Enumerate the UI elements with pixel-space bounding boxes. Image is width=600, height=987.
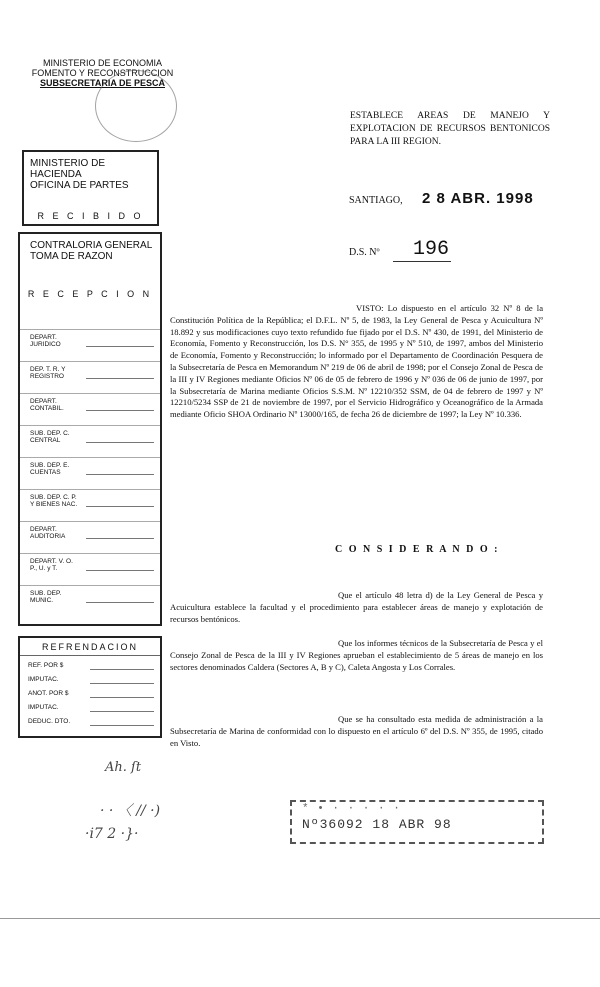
- considerando-1: [170, 590, 543, 625]
- considerando-3-text: Que se ha consultado esta medida de administración a la Subsecretaría de Marina de conformidad con lo dispuesto en el artículo 6º del D.S. Nº 355, de 1995, citado en Visto.: [170, 714, 543, 748]
- dept-row: [20, 361, 160, 390]
- dept-row: [20, 329, 160, 358]
- ref-label: IMPUTAC.: [28, 704, 59, 711]
- recepcion-label: R E C E P C I O N: [27, 289, 153, 299]
- dept-row: [20, 393, 160, 422]
- ref-row: [20, 716, 160, 730]
- header-line-3: SUBSECRETARIA DE PESCA: [39, 78, 165, 88]
- visto-paragraph: [170, 303, 543, 421]
- recibido-title-2: OFICINA DE PARTES: [30, 180, 129, 191]
- stamp-text: Nº36092 18 ABR 98: [302, 817, 452, 832]
- refrendacion-box: [18, 636, 162, 738]
- dept-row: [20, 521, 160, 550]
- handwritten-mark-icon: · · 〈 // ·): [100, 803, 161, 819]
- considerando-1-text: Que el artículo 48 letra d) de la Ley General de Pesca y Acuicultura establece la facultad y el procedimiento para establecer áreas de manejo y explotación de recursos bentónicos.: [170, 590, 543, 624]
- dept-row: [20, 585, 160, 614]
- recibido-title-1: MINISTERIO DE HACIENDA: [30, 158, 106, 180]
- document-date: 2 8 ABR. 1998: [422, 190, 534, 207]
- ref-label: DEDUC. DTO.: [28, 718, 71, 725]
- reception-stamp: * • · · · · · Nº36092 18 ABR 98: [290, 800, 544, 844]
- ds-underline: [393, 261, 451, 262]
- ref-label: ANOT. POR $: [28, 690, 69, 697]
- dept-label: SUB. DEP. C. CENTRAL: [30, 430, 70, 444]
- dept-label: DEPART. CONTABIL.: [30, 398, 64, 412]
- ref-row: [20, 660, 160, 674]
- considerando-2-text: Que los informes técnicos de la Subsecretaría de Pesca y el Consejo Zonal de Pesca de la III y IV Regiones aprueban el establecimiento de 5 áreas de manejo en los sectores denominados Caldera (Sectores A, B y C), Caleta Angosta y Los Corrales.: [170, 638, 543, 672]
- seal-stamp-icon: [95, 70, 177, 142]
- dept-row: [20, 425, 160, 454]
- dept-row: [20, 553, 160, 582]
- handwritten-initials-icon: Ah. ſt: [105, 760, 142, 775]
- dept-label: SUB. DEP. E. CUENTAS: [30, 462, 70, 476]
- dept-label: DEPART. JURIDICO: [30, 334, 61, 348]
- dept-row: [20, 489, 160, 518]
- ds-number: 196: [413, 238, 450, 261]
- ref-label: IMPUTAC.: [28, 676, 59, 683]
- handwritten-mark-icon: ·i7 2 ·}·: [85, 826, 139, 842]
- ds-label: D.S. Nº: [349, 247, 380, 258]
- ref-row: [20, 674, 160, 688]
- considerando-2: [170, 638, 543, 673]
- recibido-box: [22, 150, 159, 226]
- dept-row: [20, 457, 160, 486]
- contraloria-title-1: CONTRALORIA GENERAL: [30, 240, 153, 251]
- considerando-heading: C O N S I D E R A N D O :: [335, 544, 500, 555]
- dept-label: DEP. T. R. Y REGISTRO: [30, 366, 66, 380]
- visto-label: VISTO:: [356, 303, 384, 313]
- refrendacion-title: REFRENDACION: [20, 642, 160, 656]
- ref-row: [20, 702, 160, 716]
- contraloria-box: [18, 232, 162, 626]
- header-line-1: MINISTERIO DE ECONOMIA: [42, 58, 162, 68]
- ref-row: [20, 688, 160, 702]
- document-subject: ESTABLECE AREAS DE MANEJO Y EXPLOTACION DE RECURSOS BENTONICOS PARA LA III REGION.: [350, 111, 550, 147]
- recibido-status: R E C I B I D O: [37, 211, 144, 221]
- contraloria-title-2: TOMA DE RAZON: [30, 251, 113, 262]
- visto-text: Lo dispuesto en el artículo 32 Nº 8 de la Constitución Política de la República; el D.F.L. Nº 5, de 1983, la Ley General de Pesca y Acuicultura Nº 18.892 y sus modificaciones cuyo texto refundido fue fijado por el D.S. Nº 430, de 1991, del Ministerio de Economía, Fomento y Reconstrucción, los D.S. N° 355, de 1995 y Nº 510, de 1997, ambos del Ministerio de Economía, Fomento y Reconstrucción; lo informado por el Departamento de Coordinación Pesquera de la Subsecretaría de Pesca en Memorandum Nº 219 de 06 de abril de 1998; por el Consejo Zonal de Pesca de la III y IV Regiones mediante Oficios Nº 06 de 05 de febrero de 1996 y Nº 036 de 06 de junio de 1997, por la Subsecretaría de Marina mediante Oficios S.S.M. Nº 12210/352 SSM, de 04 de febrero de 1997 y Nº 12210/5234 SSP de 21 de noviembre de 1997, por el Servicio Hidrográfico y Oceanográfico de la Armada mediante Oficio SHOA Ordinario Nº 13000/165, de fecha 26 de diciembre de 1997; la Ley Nº 10.336.: [170, 303, 544, 420]
- dept-label: DEPART. AUDITORIA: [30, 526, 66, 540]
- dept-label: SUB. DEP. MUNIC.: [30, 590, 62, 604]
- bottom-rule: [0, 918, 600, 919]
- header-line-2: FOMENTO Y RECONSTRUCCION: [31, 68, 174, 78]
- ref-label: REF. POR $: [28, 662, 64, 669]
- santiago-label: SANTIAGO,: [349, 195, 403, 206]
- considerando-3: [170, 714, 543, 749]
- dept-label: DEPART. V. O. P., U. y T.: [30, 558, 73, 572]
- dept-label: SUB. DEP. C. P. Y BIENES NAC.: [30, 494, 78, 508]
